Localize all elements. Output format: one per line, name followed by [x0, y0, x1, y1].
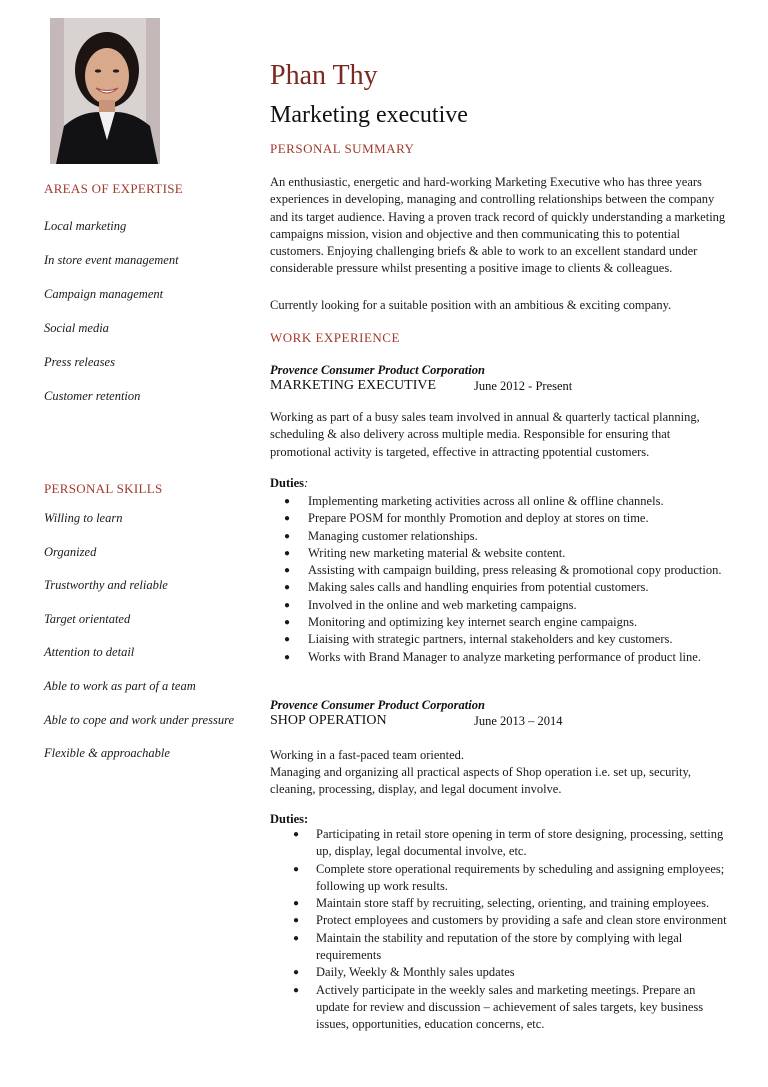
job-company: Provence Consumer Product Corporation [270, 698, 485, 712]
expertise-heading: AREAS OF EXPERTISE [44, 181, 183, 196]
list-item [290, 861, 730, 896]
list-item [284, 510, 732, 527]
duty-text: Prepare POSM for monthly Promotion and deploy at stores on time. [308, 511, 649, 526]
bullet-icon: ● [284, 634, 291, 646]
duty-text: Works with Brand Manager to analyze marketing performance of product line. [308, 649, 701, 664]
skill-item: Attention to detail [44, 645, 135, 659]
expertise-item: Press releases [44, 355, 115, 369]
experience-heading: WORK EXPERIENCE [270, 330, 400, 345]
profile-photo [50, 18, 160, 164]
bullet-icon: ● [284, 530, 291, 542]
bullet-icon: ● [293, 915, 300, 927]
duty-text: Assisting with campaign building, press releasing & promotional copy production. [308, 563, 722, 578]
skill-item: Trustworthy and reliable [44, 578, 168, 592]
duty-text: Liaising with strategic partners, internal stakeholders and key customers. [308, 632, 673, 647]
list-item [290, 982, 730, 1034]
list-item [290, 930, 730, 965]
bullet-icon: ● [293, 863, 300, 875]
summary-heading: PERSONAL SUMMARY [270, 141, 415, 156]
expertise-item: Campaign management [44, 287, 164, 301]
duty-text: Complete store operational requirements by scheduling and assigning employees; following up work results. [316, 861, 725, 893]
list-item [284, 562, 732, 579]
duties-label: Duties: [270, 812, 309, 826]
list-item [284, 493, 732, 510]
expertise-item: In store event management [44, 253, 179, 267]
job-description: Working in a fast-paced team oriented. [270, 748, 465, 762]
duty-text: Involved in the online and web marketing campaigns. [308, 597, 577, 612]
job-role: MARKETING EXECUTIVE [270, 378, 437, 393]
bullet-icon: ● [284, 513, 291, 525]
job-description: Managing and organizing all practical aspects of Shop operation i.e. set up, security, cleaning, processing, display, and legal document involve. [270, 765, 692, 797]
list-item [290, 826, 730, 861]
bullet-icon: ● [284, 496, 291, 507]
bullet-icon: ● [284, 599, 291, 611]
skills-heading: PERSONAL SKILLS [44, 481, 163, 496]
bullet-icon: ● [293, 967, 300, 979]
skill-item: Able to work as part of a team [44, 679, 196, 693]
list-item [284, 545, 732, 562]
skill-item: Organized [44, 545, 97, 559]
skill-item: Target orientated [44, 612, 131, 626]
bullet-icon: ● [293, 984, 300, 996]
list-item [284, 597, 732, 614]
duty-text: Monitoring and optimizing key internet search engine campaigns. [308, 615, 638, 630]
skill-item: Willing to learn [44, 511, 123, 525]
bullet-icon: ● [293, 829, 300, 840]
bullet-icon: ● [284, 547, 291, 559]
list-item [290, 895, 730, 912]
bullet-icon: ● [284, 582, 291, 594]
duty-text: Maintain the stability and reputation of the store by complying with legal requirements [316, 930, 683, 963]
list-item [284, 528, 732, 545]
skill-item: Able to cope and work under pressure [44, 713, 235, 727]
job-role: SHOP OPERATION [270, 713, 387, 728]
duty-text: Protect employees and customers by providing a safe and clean store environment [316, 913, 727, 928]
duties-list [284, 493, 732, 666]
list-item [284, 649, 732, 666]
job-role-line [270, 378, 573, 394]
expertise-item: Social media [44, 321, 109, 335]
bullet-icon: ● [293, 898, 300, 910]
duty-text: Managing customer relationships. [308, 528, 478, 543]
job-role-line [270, 713, 563, 729]
job-company: Provence Consumer Product Corporation [270, 363, 485, 377]
bullet-icon: ● [284, 617, 291, 629]
duties-list [290, 826, 730, 1034]
summary-paragraph: An enthusiastic, energetic and hard-working Marketing Executive who has three years experiences in developing, managing and controlling relationships between the company and its target audience. Having a proven track record of quickly understanding a marketing campaigns mission, vision and objective and then communicating this to potential customers. Enjoying challenging briefs & able to work to an excellent standard under considerable pressure whilst presenting a positive image to clients & colleagues. [270, 175, 726, 276]
summary-looking: Currently looking for a suitable position with an ambitious & exciting company. [270, 298, 672, 312]
list-item [290, 964, 730, 981]
bullet-icon: ● [284, 565, 291, 577]
job-description: Working as part of a busy sales team involved in annual & quarterly tactical planning, scheduling & also delivery across multiple media. Responsible for ensuring that promotional activity is targeted, effective in attracting ppotential customers. [270, 410, 700, 459]
list-item [290, 912, 730, 929]
duty-text: Daily, Weekly & Monthly sales updates [316, 965, 515, 980]
duty-text: Maintain store staff by recruiting, selecting, orienting, and training employees. [316, 896, 710, 911]
list-item [284, 631, 732, 648]
candidate-name: Phan Thy [270, 60, 378, 91]
list-item [284, 579, 732, 596]
job-title: Marketing executive [270, 102, 468, 128]
skill-item: Flexible & approachable [44, 746, 170, 760]
duty-text: Writing new marketing material & website content. [308, 545, 566, 560]
duty-text: Implementing marketing activities across all online & offline channels. [308, 494, 664, 508]
expertise-item: Customer retention [44, 389, 141, 403]
duties-label-text: Duties [270, 476, 305, 490]
bullet-icon: ● [284, 651, 291, 663]
job-dates: June 2012 - Present [474, 379, 573, 393]
duty-text: Actively participate in the weekly sales and marketing meetings. Prepare an update for review and discussion – achievement of sales targets, key business issues, opportunities, education concerns, etc. [316, 982, 704, 1032]
duties-label [270, 476, 308, 491]
bullet-icon: ● [293, 932, 300, 944]
duties-label-colon: : [304, 476, 309, 490]
job-dates: June 2013 – 2014 [474, 714, 563, 728]
duty-text: Participating in retail store opening in term of store designing, processing, setting up, display, legal documental involve, etc. [316, 827, 724, 859]
expertise-item: Local marketing [44, 219, 127, 233]
duty-text: Making sales calls and handling enquiries from potential customers. [308, 580, 649, 595]
list-item [284, 614, 732, 631]
